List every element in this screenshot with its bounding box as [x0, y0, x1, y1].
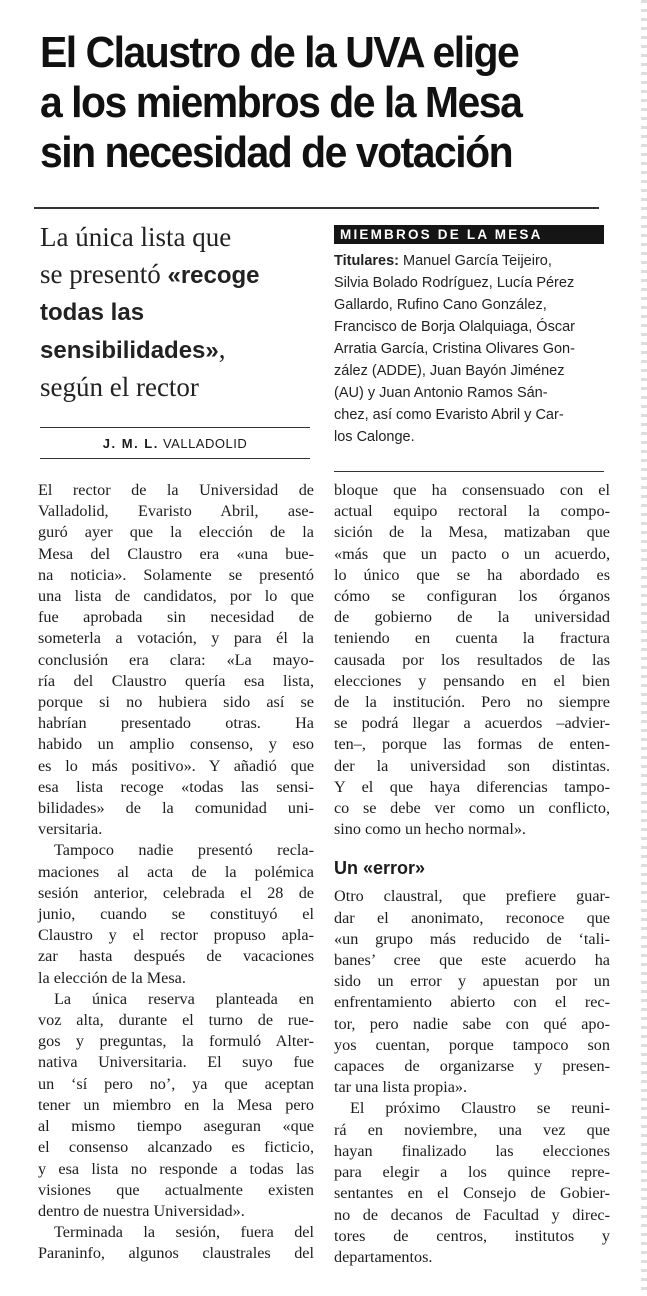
- left-column: [38, 480, 314, 1265]
- text-line: al mismo tiempo aseguran «que: [38, 1117, 314, 1136]
- text-line: se podrá llegar a acuerdos –advier-: [334, 714, 610, 733]
- text-line: para elegir a los quince repre-: [334, 1163, 610, 1182]
- paragraph: [38, 480, 314, 840]
- text-line: visiones que actualmente existen: [38, 1180, 314, 1199]
- text-line: nativa Universitaria. El suyo fue: [38, 1053, 314, 1072]
- text-line: es lo más positivo». Y añadió que: [38, 756, 314, 775]
- text-line: actual equipo rectoral la compo-: [334, 502, 610, 521]
- text-line: sición de la Mesa, matizaban que: [334, 523, 610, 542]
- text-line: na noticia». Solamente se presentó: [38, 565, 314, 584]
- text-line: sino como un hecho normal».: [334, 820, 526, 839]
- subheadline: [40, 219, 305, 406]
- text-line: enfrentamiento abierto con el rec-: [334, 993, 610, 1012]
- headline-line-3: sin necesidad de votación: [40, 128, 513, 177]
- scan-edge: [641, 0, 647, 1296]
- paragraph: [38, 840, 314, 988]
- text-line: co se debe ver como un conflicto,: [334, 799, 610, 818]
- subhead-text: se presentó: [40, 259, 168, 289]
- sidebar-line: zález (ADDE), Juan Bayón Jiménez: [334, 363, 565, 379]
- text-line: zar hasta después de vacaciones: [38, 947, 314, 966]
- text-line: fue aprobada sin necesidad de: [38, 608, 314, 627]
- text-line: «más que un pacto o un acuerdo,: [334, 544, 610, 563]
- text-line: teniendo en cuenta la fractura: [334, 629, 610, 648]
- text-line: der la universidad son distintas.: [334, 756, 610, 775]
- text-line: voz alta, durante el turno de rue-: [38, 1011, 314, 1030]
- text-line: Terminada la sesión, fuera del: [54, 1223, 314, 1242]
- text-line: de gobierno de la universidad: [334, 608, 610, 627]
- text-line: la elección de la Mesa.: [38, 968, 186, 987]
- sidebar-title: MIEMBROS DE LA MESA: [334, 225, 604, 244]
- text-line: de la institución. Pero no siempre: [334, 693, 610, 712]
- byline: [40, 436, 310, 451]
- section-subtitle: Un «error»: [334, 858, 426, 879]
- sidebar-line: [334, 250, 604, 272]
- text-line: sesión anterior, celebrada el 28 de: [38, 883, 314, 902]
- text-line: ría del Claustro quería esa lista,: [38, 671, 314, 690]
- text-line: Tampoco nadie presentó recla-: [54, 841, 314, 860]
- byline-rule-bottom: [40, 458, 310, 459]
- text-line: tor, pero nadie sabe con qué apo-: [334, 1014, 610, 1033]
- paragraph: [38, 1222, 314, 1264]
- text-line: Otro claustral, que prefiere guar-: [334, 887, 610, 906]
- text-line: habrían presentado otras. Ha: [38, 714, 314, 733]
- headline-line-2: a los miembros de la Mesa: [40, 78, 522, 127]
- text-line: tener un miembro en la Mesa pero: [38, 1095, 314, 1114]
- text-line: sido un error y apuestan por un: [334, 972, 610, 991]
- subhead-line-3: todas las: [40, 299, 145, 326]
- text-line: y esa lista no responde a todas las: [38, 1159, 314, 1178]
- text-line: dentro de nuestra Universidad».: [38, 1201, 245, 1220]
- text-line: tores de centros, institutos y: [334, 1226, 610, 1245]
- text-line: El próximo Claustro se reuni-: [350, 1099, 610, 1118]
- sidebar-line: los Calonge.: [334, 429, 415, 445]
- byline-place: VALLADOLID: [162, 436, 248, 451]
- text-line: versitaria.: [38, 820, 103, 839]
- text-line: maciones al acta de la polémica: [38, 862, 314, 881]
- text-line: junio, cuando se constituyó el: [38, 905, 314, 924]
- paragraph: [38, 989, 314, 1222]
- text-line: no de decanos de Facultad y direc-: [334, 1205, 610, 1224]
- sidebar-rule: [334, 471, 604, 472]
- headline-line-1: El Claustro de la UVA elige: [40, 28, 519, 77]
- text-line: bloque que ha consensuado con el: [334, 481, 610, 499]
- text-line: gos y preguntas, la formuló Alter-: [38, 1032, 314, 1051]
- text-line: Paraninfo, algunos claustrales del: [38, 1244, 314, 1263]
- sidebar-line: Gallardo, Rufino Cano González,: [334, 297, 547, 313]
- text-line: Mesa del Claustro era «una bue-: [38, 544, 314, 563]
- byline-initials: J. M. L.: [102, 436, 159, 451]
- sidebar-line: Francisco de Borja Olalquiaga, Óscar: [334, 319, 575, 335]
- sidebar-line: (AU) y Juan Antonio Ramos Sán-: [334, 385, 548, 401]
- text-line: dar el anonimato, reconoce que: [334, 908, 610, 927]
- text-line: sentantes en el Consejo de Gobier-: [334, 1184, 610, 1203]
- text-line: La única reserva planteada en: [54, 989, 314, 1008]
- text-line: porque si no hubiera sido así se: [38, 693, 314, 712]
- paragraph: [334, 886, 610, 1098]
- subhead-comma: ,: [218, 334, 226, 364]
- right-column: [334, 480, 610, 1268]
- text-line: habido un amplio consenso, y eso: [38, 735, 314, 754]
- text-line: capaces de organizarse y presen-: [334, 1057, 610, 1076]
- sidebar-line: chez, así como Evaristo Abril y Car-: [334, 407, 564, 423]
- text-line: Valladolid, Evaristo Abril, ase-: [38, 502, 314, 521]
- top-rule: [34, 207, 599, 209]
- sidebar-line: Silvia Bolado Rodríguez, Lucía Pérez: [334, 275, 575, 291]
- text-line: lo único que se ha abordado es: [334, 565, 610, 584]
- text-line: banes’ cree que este acuerdo ha: [334, 951, 610, 970]
- text-line: hayan finalizado las elecciones: [334, 1141, 610, 1160]
- text-line: causada por los resultados de las: [334, 650, 610, 669]
- text-line: Y el que haya diferencias tampo-: [334, 777, 610, 796]
- text-line: un ‘sí pero no’, ya que aceptan: [38, 1074, 314, 1093]
- sidebar-text: Manuel García Teijeiro,: [399, 253, 552, 269]
- sidebar-line: Arratia García, Cristina Olivares Gon-: [334, 341, 575, 357]
- text-line: departamentos.: [334, 1247, 433, 1266]
- text-line: bilidades» de la comunidad uni-: [38, 799, 314, 818]
- subhead-line-1: La única lista que: [40, 222, 232, 252]
- text-line: «un grupo más reducido de ‘tali-: [334, 929, 610, 948]
- sidebar-label: Titulares:: [334, 253, 400, 269]
- paragraph: [334, 480, 610, 840]
- paragraph: [334, 1098, 610, 1268]
- text-line: guró ayer que la elección de la: [38, 523, 314, 542]
- headline: [40, 28, 561, 178]
- text-line: cómo se configuran los órganos: [334, 587, 610, 606]
- subhead-line-5: según el rector: [40, 372, 199, 402]
- subhead-line-2: [40, 256, 305, 294]
- text-line: yos cuentan, porque tampoco son: [334, 1035, 610, 1054]
- sidebar-box: [334, 225, 604, 448]
- text-line: una lista de candidatos, por lo que: [38, 587, 314, 606]
- subhead-line-4: [40, 331, 305, 369]
- text-line: elecciones y pensando en el bien: [334, 671, 610, 690]
- sidebar-body: [334, 244, 604, 448]
- subhead-quote: «recoge: [167, 262, 260, 289]
- text-line: el consenso alcanzado es ficticio,: [38, 1138, 314, 1157]
- text-line: conclusión era clara: «La mayo-: [38, 650, 314, 669]
- text-line: someterla a votación, y para él la: [38, 629, 314, 648]
- text-line: tar una lista propia».: [334, 1078, 468, 1097]
- text-line: Claustro y el rector propuso apla-: [38, 926, 314, 945]
- subhead-quote-end: sensibilidades»: [40, 337, 219, 364]
- text-line: rá en noviembre, una vez que: [334, 1120, 610, 1139]
- byline-rule: [40, 427, 310, 428]
- text-line: El rector de la Universidad de: [38, 481, 314, 499]
- text-line: esa lista recoge «todas las sensi-: [38, 777, 314, 796]
- text-line: ten–, porque las formas de enten-: [334, 735, 610, 754]
